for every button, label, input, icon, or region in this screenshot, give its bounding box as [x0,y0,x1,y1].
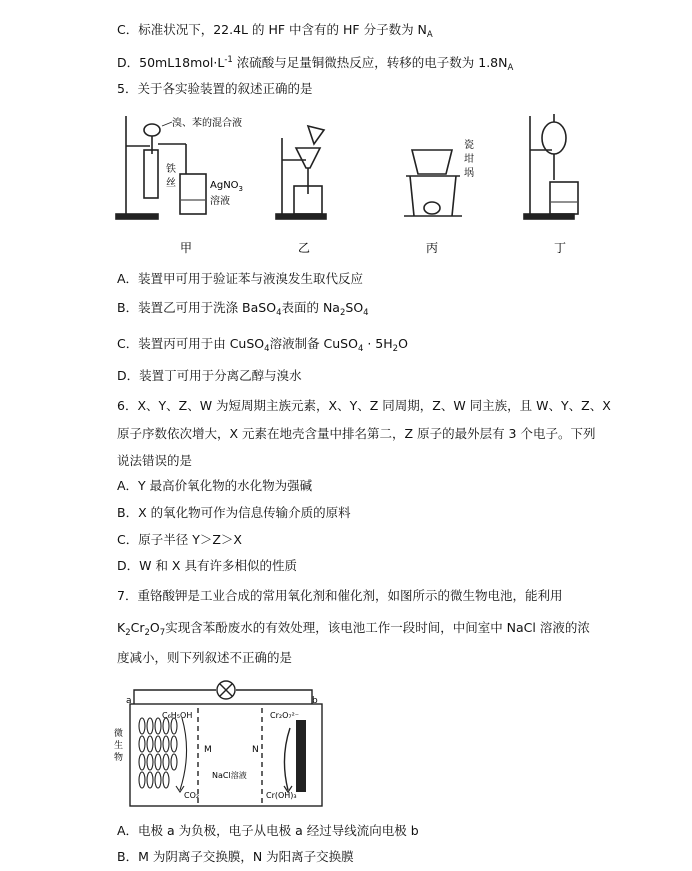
q7-stem-line3: 度减小，则下列叙述不正确的是 [117,650,293,665]
label-crucible-2: 坩 [464,154,474,165]
electrode-b [296,720,306,792]
q7-option-a: A．电极 a 为负极，电子从电极 a 经过导线流向电极 b [117,823,419,838]
label-crucible-3: 埚 [464,168,474,179]
label-iron-2: 丝 [166,178,176,189]
q5-option-d: D．装置丁可用于分离乙醇与溴水 [117,368,302,383]
q4-option-c: C．标准状况下，22.4L 的 HF 中含有的 HF 分子数为 $N_A$ [117,22,433,40]
label-phenol: C₆H₅OH [162,711,193,720]
q7-stem-line1: 7．重铬酸钾是工业合成的常用氧化剂和催化剂，如图所示的微生物电池，能利用 [117,588,563,603]
q5-option-b: B．装置乙可用于洗涤 BaSO$_4$表面的 $Na_2SO_4$ [117,300,369,318]
q5-option-a: A．装置甲可用于验证苯与液溴发生取代反应 [117,271,364,286]
label-electrode-a: a [126,696,132,706]
caption-ding: 丁 [554,241,567,255]
caption-bing: 丙 [426,241,439,255]
apparatus-ding [524,114,578,219]
label-agno3: AgNO$_3$ [210,180,244,193]
caption-jia: 甲 [180,241,193,255]
q6-option-a: A．Y 最高价氧化物的水化物为强碱 [117,478,313,493]
q5-stem: 5．关于各实验装置的叙述正确的是 [117,81,313,96]
label-electrode-b: b [312,696,318,706]
q6-stem-line1: 6．X、Y、Z、W 为短周期主族元素，X、Y、Z 同周期，Z、W 同主族，且 W、Y、Z、X [117,398,611,413]
label-co2: CO₂ [184,791,200,800]
apparatus-jia [116,116,206,219]
label-membrane-m: M [204,745,212,755]
label-crucible-1: 瓷 [464,140,474,151]
microbe-cluster [139,718,187,792]
q7-option-b: B．M 为阴离子交换膜，N 为阳离子交换膜 [117,849,354,864]
q6-stem-line2: 原子序数依次增大，X 元素在地壳含量中排名第二，Z 原子的最外层有 3 个电子。下列 [117,426,596,441]
q5-option-c: C．装置丙可用于由 CuSO$_4$溶液制备 CuSO$_4$ · $5H_2O$ [117,336,408,354]
label-iron-1: 铁 [166,164,176,175]
q6-option-b: B．X 的氧化物可作为信息传输介质的原料 [117,505,351,520]
label-croh3: Cr(OH)₃ [266,791,297,800]
wire-right [236,690,312,704]
label-microbe-3: 物 [114,753,124,763]
caption-yi: 乙 [298,241,311,255]
q7-stem-line2: $K_2Cr_2O_7$实现含苯酚废水的有效处理，该电池工作一段时间，中间室中 NaCl 溶液的浓 [117,620,590,638]
label-dichromate: Cr₂O₇²⁻ [270,711,300,720]
label-solution: 溶液 [210,196,230,207]
q4-option-d: D．$50mL18mol\cdot L^{-1}$ 浓硫酸与足量铜微热反应，转移的电子数为 $1.8N_A$ [117,55,514,73]
apparatus-yi [276,126,326,219]
q6-option-d: D．W 和 X 具有许多相似的性质 [117,558,297,573]
q6-option-c: C．原子半径 Y＞Z＞X [117,532,242,547]
apparatus-bing [404,150,462,216]
label-microbe-1: 微 [114,729,124,739]
wire-left [134,690,216,704]
q6-stem-line3: 说法错误的是 [117,453,193,468]
label-bromine-benzene: 溴、苯的混合液 [172,118,242,129]
q7-battery-figure [112,678,342,810]
label-microbe-2: 生 [114,741,124,751]
arrow-right [284,728,290,790]
label-membrane-n: N [252,745,259,755]
leader-line-mix [162,122,172,126]
q5-apparatus-figure [110,108,590,258]
label-nacl: NaCl溶液 [212,771,247,780]
